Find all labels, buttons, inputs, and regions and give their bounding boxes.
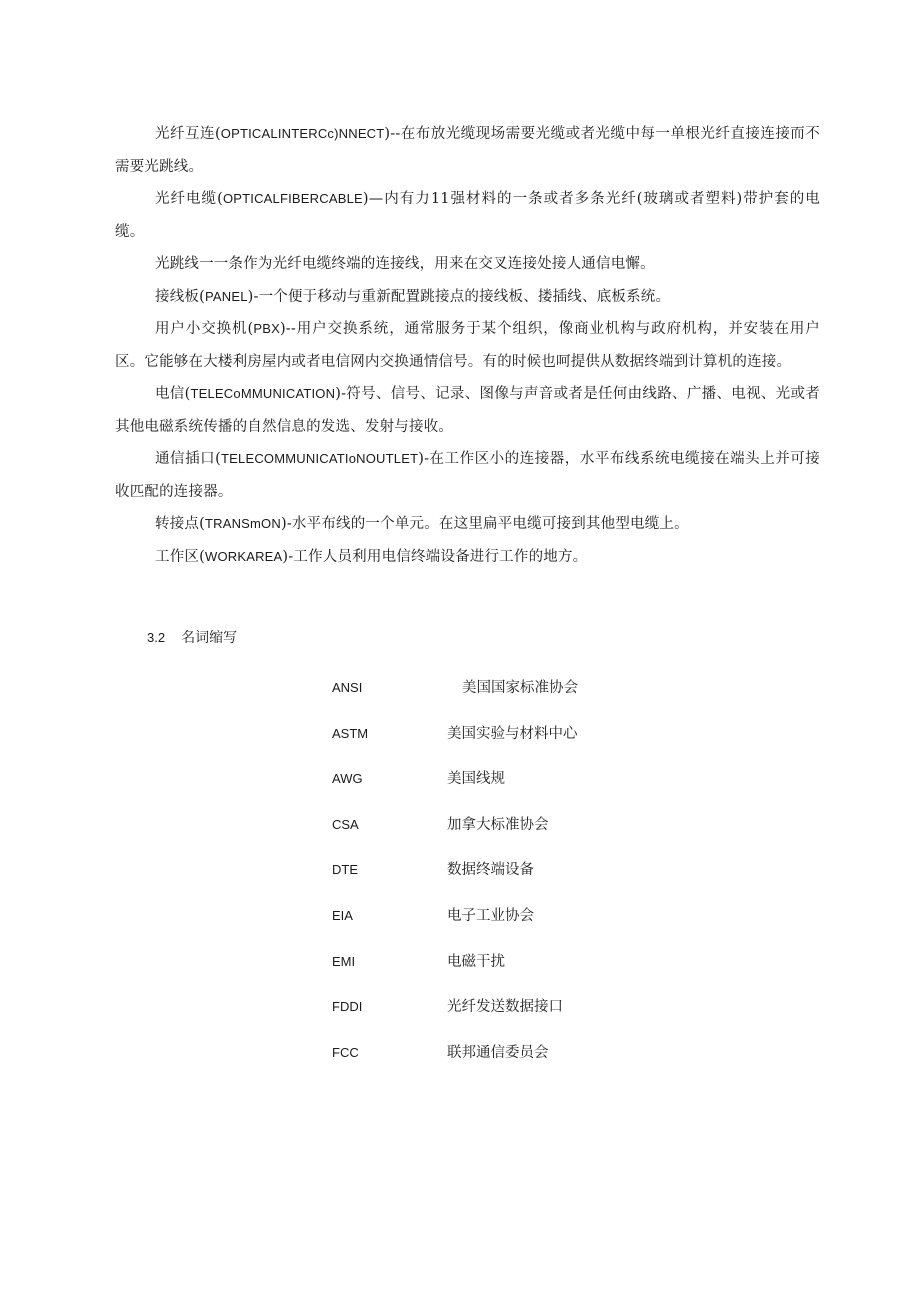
definition-telecommunication: 电信(TELECoMMUNICATION)-符号、信号、记录、图像与声音或者是任何由线路、广播、电视、光或者其他电磁系统传播的自然信息的发选、发射与接收。 [115,386,820,435]
abbreviation-code: ANSI [332,680,363,695]
abbreviation-row [332,950,662,996]
section-number: 3.2 [147,630,166,645]
definition-term: 用户小交换机 [155,321,248,337]
definition-latin: OPTICALINTERCc)NNECT [220,126,385,141]
definition-term: 光纤互连 [155,126,215,142]
definition-text: )-水平布线的一个单元。在这里扁平电缆可接到其他型电缆上。 [280,516,689,532]
abbreviation-row [332,767,662,813]
abbreviation-meaning: 美国实验与材料中心 [447,725,578,742]
abbreviation-code: EIA [332,907,353,923]
abbreviation-meaning: 光纤发送数据接口 [447,999,563,1016]
definition-text: )—内有力11强材料的一条或者多条光纤(玻璃或者塑料)带护套的电缆。 [115,191,820,240]
definition-text: )-工作人员利用电信终端设备进行工作的地方。 [282,548,588,565]
abbreviation-code: DTE [332,862,358,878]
definition-latin: WORKAREA [204,548,283,564]
abbreviation-meaning: 美国线规 [447,771,505,788]
definition-text: )--用户交换系统，通常服务于某个组织，像商业机构与政府机构，并安装在用户区。它能够在大楼利房屋内或者电信网内交换通情信号。有的时候也呵提供从数据终端到计算机的连接。 [115,321,820,370]
section-title: 名词缩写 [181,630,238,646]
definition-term: 接线板 [155,288,200,305]
abbreviation-row [332,995,662,1041]
definition-latin: PBX [253,321,280,336]
abbreviation-row [332,676,662,722]
abbreviation-row [332,722,662,768]
definition-term: 工作区 [155,548,200,565]
definition-term: 电信 [155,386,185,402]
definition-text: )--在布放光缆现场需要光缆或者光缆中每一单根光纤直接连接而不需要光跳线。 [115,126,820,175]
definition-work-area: 工作区(WORKAREA)-工作人员利用电信终端设备进行工作的地方。 [155,548,588,565]
definition-latin: TELECoMMUNICATION [190,386,336,401]
abbreviation-code: ASTM [332,725,369,741]
definition-telecommunication-outlet: 通信插口(TELECOMMUNICATIoNOUTLET)-在工作区小的连接器，水平布线系统电缆接在端头上并可接收匹配的连接器。 [115,451,820,500]
definition-latin: OPTICALFIBERCABLE [222,191,363,206]
definition-optical-fiber-cable: 光纤电缆(OPTICALFIBERCABLE)—内有力11强材料的一条或者多条光纤(玻璃或者塑料)带护套的电缆。 [115,191,820,240]
definition-text: )-符号、信号、记录、图像与声音或者是任何由线路、广播、电视、光或者其他电磁系统传播的自然信息的发选、发射与接收。 [115,386,820,435]
abbreviation-meaning: 联邦通信委员会 [447,1044,549,1061]
abbreviation-row [332,813,662,859]
abbreviation-meaning: 电子工业协会 [447,907,534,924]
abbreviation-meaning: 美国国家标准协会 [462,680,578,696]
abbreviation-code: FDDI [332,999,363,1015]
abbreviation-meaning: 数据终端设备 [447,862,534,879]
abbreviation-meaning: 加拿大标准协会 [447,816,549,833]
section-heading [147,626,237,650]
definitions-list [115,118,820,573]
abbreviation-code: CSA [332,816,359,832]
definition-term: 光纤电缆 [155,191,218,207]
definition-panel: 接线板(PANEL)-一个便于移动与重新配置跳接点的接线板、搂插线、底板系统。 [155,288,671,305]
abbreviation-table [332,676,662,1086]
abbreviation-row [332,904,662,950]
abbreviation-meaning: 电磁干扰 [447,953,505,970]
definition-term: 转接点 [155,516,200,532]
abbreviation-code: AWG [332,771,363,787]
definition-latin: PANEL [204,288,248,304]
abbreviation-row [332,858,662,904]
definition-optical-interconnect: 光纤互连(OPTICALINTERCc)NNECT)--在布放光缆现场需要光缆或者光缆中每一单根光纤直接连接而不需要光跳线。 [115,126,820,175]
abbreviation-row [332,1041,662,1087]
definition-text: 光跳线一一条作为光纤电缆终端的连接线，用来在交叉连接处接人通信电懈。 [155,256,655,272]
abbreviation-code: EMI [332,953,356,969]
definition-text: )-在工作区小的连接器，水平布线系统电缆接在端头上并可接收匹配的连接器。 [115,451,820,500]
definition-text: )-一个便于移动与重新配置跳接点的接线板、搂插线、底板系统。 [247,288,671,305]
definition-latin: TELECOMMUNICATIoNOUTLET [221,451,419,466]
definition-latin: TRANSmON [204,516,281,531]
abbreviation-code: FCC [332,1044,359,1060]
definition-pbx: 用户小交换机(PBX)--用户交换系统，通常服务于某个组织，像商业机构与政府机构，并安装在用户区。它能够在大楼利房屋内或者电信网内交换通情信号。有的时候也呵提供从数据终端到计算机的连接。 [115,321,820,370]
definition-transition-point: 转接点(TRANSmON)-水平布线的一个单元。在这里扁平电缆可接到其他型电缆上。 [155,516,689,532]
definition-patch-cord [115,248,820,281]
definition-term: 通信插口 [155,451,216,467]
